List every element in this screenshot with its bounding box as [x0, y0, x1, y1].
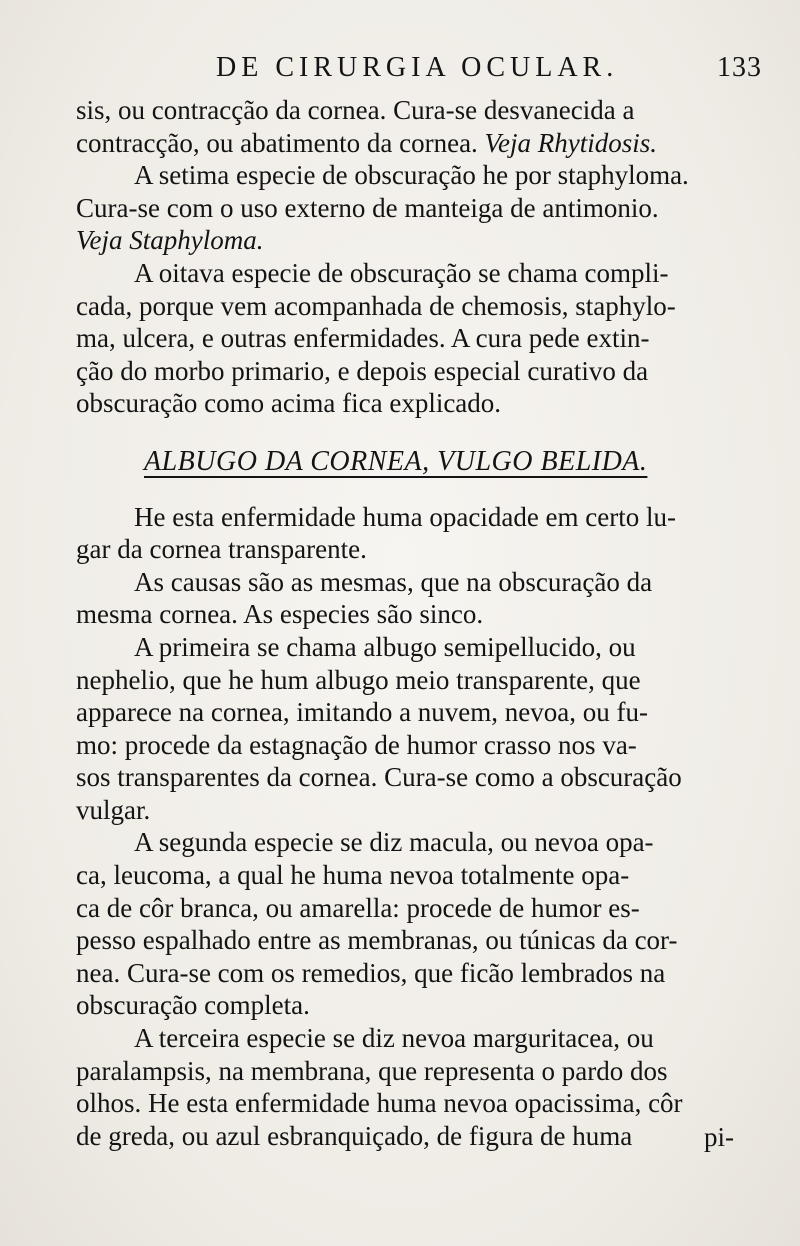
page-number: 133 — [717, 52, 762, 83]
text-line: paralampsis, na membrana, que representa o pardo dos — [76, 1055, 668, 1086]
text-line: ca, leucoma, a qual he huma nevoa totalmente opa- — [76, 860, 630, 891]
text-line: A terceira especie se diz nevoa marguritacea, ou — [134, 1023, 654, 1054]
text-line: ma, ulcera, e outras enfermidades. A cura pede extin- — [76, 323, 650, 354]
text-line: contracção, ou abatimento da cornea. Veja Rhytidosis. — [76, 127, 658, 158]
text-line: olhos. He esta enfermidade huma nevoa opacissima, côr — [76, 1088, 683, 1119]
catchword: pi- — [704, 1122, 734, 1152]
text-line: A segunda especie se diz macula, ou nevoa opa- — [134, 827, 654, 858]
text-line: sos transparentes da cornea. Cura-se como a obscuração — [76, 762, 682, 793]
text-line: A setima especie de obscuração he por staphyloma. — [134, 160, 689, 191]
text-line: nephelio, que he hum albugo meio transparente, que — [76, 664, 641, 695]
text-line: apparece na cornea, imitando a nuvem, nevoa, ou fu- — [76, 697, 648, 728]
text-line: vulgar. — [76, 794, 151, 825]
text-line: nea. Cura-se com os remedios, que ficão lembrados na — [76, 957, 666, 988]
section-heading: ALBUGO DA CORNEA, VULGO BELIDA. — [144, 445, 648, 477]
text-line: Cura-se com o uso externo de manteiga de antimonio. — [76, 192, 659, 223]
body-text — [76, 94, 762, 1152]
text-line: As causas são as mesmas, que na obscuração da — [134, 566, 653, 597]
text-line: pesso espalhado entre as membranas, ou túnicas da cor- — [76, 925, 678, 956]
text-line: mesma cornea. As especies são sinco. — [76, 599, 484, 630]
text-line: cada, porque vem acompanhada de chemosis, staphylo- — [76, 290, 676, 321]
text-line: A oitava especie de obscuração se chama compli- — [134, 257, 669, 288]
cross-reference: Veja Staphyloma. — [76, 225, 264, 256]
cross-reference: Veja Rhytidosis. — [484, 127, 658, 158]
running-title: DE CIRURGIA OCULAR. — [216, 52, 619, 83]
text-line: ção do morbo primario, e depois especial curativo da — [76, 355, 649, 386]
text-line: He esta enfermidade huma opacidade em certo lu- — [134, 501, 676, 532]
text-line: sis, ou contracção da cornea. Cura-se desvanecida a — [76, 95, 635, 125]
text-line: ca de côr branca, ou amarella: procede de humor es- — [76, 892, 640, 923]
running-head — [76, 52, 762, 94]
text-line: de greda, ou azul esbranquiçado, de figura de huma — [76, 1120, 633, 1151]
text-line: obscuração como acima fica explicado. — [76, 388, 502, 419]
text-line: mo: procede da estagnação de humor crasso nos va- — [76, 729, 637, 760]
text-line: A primeira se chama albugo semipellucido, ou — [134, 631, 636, 662]
text-line: gar da cornea transparente. — [76, 534, 367, 565]
text-line: obscuração completa. — [76, 990, 310, 1021]
